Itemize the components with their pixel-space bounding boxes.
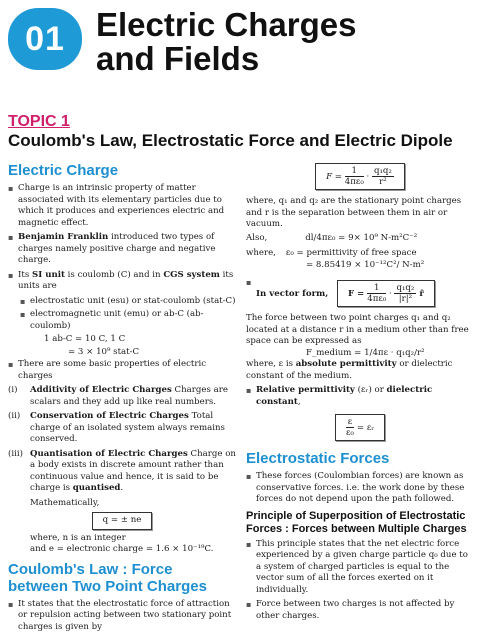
text-where-e: and e = electronic charge = 1.6 × 10⁻¹⁹C. (30, 544, 214, 554)
coulomb-formula-box-wrap (246, 160, 474, 193)
item-conservation (8, 411, 236, 446)
text-additivity: Charges are scalars and they add up like real numbers. (30, 385, 228, 407)
fraction-num: q₁q₂ (373, 166, 392, 176)
equation-q: q = ± ne (92, 512, 153, 530)
relative-permittivity-formula (335, 414, 386, 441)
section-title-electric-charge: Electric Charge (8, 162, 119, 179)
equation-eps0-value: = 8.85419 × 10⁻¹²C²/ N-m² (306, 259, 425, 270)
text-dielectric: or dielectric constant of the medium. (246, 359, 453, 381)
equation-medium: F_medium = 1/4πε · q₁q₂/r² (306, 347, 425, 358)
label-where: where, (246, 248, 276, 258)
text-where-q1q2: where, q₁ and q₂ are the stationary point charges and r is the separation between them in air or vacuum. (246, 196, 462, 229)
subsection-superposition: Principle of Superposition of Electrostatic Forces : Forces between Multiple Charges (246, 509, 467, 535)
bullet-conservative: ▪ These forces (Coulombian forces) are known as conservative forces. i.e. the work done by these forces do not depend upon the path followed. (246, 471, 474, 506)
section-title-electrostatic-forces: Electrostatic Forces (246, 450, 390, 467)
text-units-b: is coulomb (C) and in (64, 269, 164, 280)
text-comma: , (297, 396, 301, 407)
text-epsr: (εᵣ) or (354, 385, 387, 395)
fraction-den: 4πε₀ (367, 294, 387, 304)
bold-quantised: quantised (72, 483, 121, 493)
bullet-charge-definition: ▪ Charge is an intrinsic property of matter associated with its elementary particles due to which it produces and experiences electric and magnetic effect. (8, 183, 236, 229)
text-quantisation: Charge on a body exists in discrete amount rather than continuous value and hence, it is said to be charge is (30, 448, 236, 493)
sub-bullet-esu: ▪ electrostatic unit (esu) or stat-coulomb (stat-C) (8, 296, 236, 308)
row-also (246, 233, 474, 245)
fraction-den: |r|² (398, 294, 413, 304)
item-label: (iii) (8, 448, 23, 459)
bullet-not-affected: ▪ Force between two charges is not affected by other charges. (246, 599, 474, 622)
topic-title: Coulomb's Law, Electrostatic Force and Electric Dipole (8, 131, 453, 150)
text-conservation: Total charge of an isolated system always remains conserved. (30, 411, 225, 444)
left-column (8, 160, 236, 636)
bold-absolute-permittivity: absolute permittivity (295, 359, 397, 369)
equation-statc: = 3 × 10⁹ stat-C (68, 346, 140, 357)
bullet-relative-permittivity (246, 385, 474, 408)
item-quantisation (8, 449, 236, 495)
text-absolute-permittivity (246, 359, 474, 382)
text-medium-force: The force between two point charges q₁ and q₂ located at a distance r in a medium other than free space can be expressed as (246, 313, 469, 346)
section-title-coulombs-law: Coulomb's Law : Force between Two Point Charges (8, 560, 207, 595)
eps-r: = εᵣ (356, 423, 375, 433)
vector-fraction-2 (394, 283, 416, 304)
vector-fraction-1 (367, 283, 386, 304)
fraction-den: r² (379, 177, 387, 187)
text-mathematically: Mathematically, (30, 497, 100, 508)
bold-quantisation: Quantisation of Electric Charges (30, 448, 188, 459)
formula-lhs: F = (326, 172, 345, 182)
fraction-num: 1 (367, 283, 386, 294)
item-label: (i) (8, 385, 18, 395)
bullet-vector-form (246, 277, 474, 310)
unit-vector: r̂ (416, 289, 424, 299)
chapter-title-line2: and Fields (96, 40, 260, 77)
bold-relative-permittivity: Relative permittivity (256, 385, 355, 395)
equation-also: dl/4πε₀ = 9× 10⁹ N-m²C⁻² (305, 232, 418, 243)
chapter-number-badge: 01 (8, 8, 82, 70)
bullet-superposition: ▪ This principle states that the net electric force experienced by a given charge particle q₀ due to a system of charged particles is equal to the vector sum of all the forces exerted on it individually. (246, 539, 474, 597)
fraction-num: 1 (345, 166, 364, 177)
label-also: Also, (246, 232, 268, 243)
fraction-2 (372, 166, 394, 187)
fraction-num: q₁q₂ (396, 283, 415, 293)
equation-eps0: ε₀ = permittivity of free space (285, 248, 417, 258)
text-units-a: Its (18, 269, 32, 280)
vector-formula: F = $\frac{1}{\text{4πε₀}}$ · $\frac{\text{q₁q₂}}{\text{|r|²}}$ r̂ (337, 280, 435, 307)
fraction-den: ε₀ (345, 428, 354, 438)
equation-abc: 1 ab-C = 10 C, 1 C (44, 334, 126, 344)
bold-vector-form: In vector form, (256, 289, 329, 299)
relative-permittivity-box-wrap (246, 411, 474, 444)
item-additivity (8, 385, 236, 408)
bold-additivity: Additivity of Electric Charges (30, 385, 172, 395)
bullet-franklin (8, 232, 236, 267)
topic-label: TOPIC 1 (8, 113, 70, 130)
bold-si-unit: SI unit (32, 269, 65, 280)
vector-lhs: F = (347, 289, 368, 299)
text-period: . (120, 483, 124, 493)
sub-bullet-emu: ▪ electromagnetic unit (emu) or ab-C (ab-coulomb) (8, 309, 236, 332)
eps-fraction (346, 417, 354, 438)
fraction-den: 4πε₀ (344, 177, 364, 187)
text-franklin: introduced two types of charges namely positive charge and negative charge. (18, 232, 216, 265)
bullet-coulomb-statement: ▪ It states that the electrostatic force of attraction or repulsion acting between two stationary point charges is given by (8, 599, 236, 634)
fraction-1 (345, 166, 364, 187)
chapter-title (96, 8, 356, 76)
text-where-n: where, n is an integer (30, 532, 126, 543)
bullet-properties: ▪ There are some basic properties of electric charges (8, 359, 236, 382)
text-units-c: its units are (18, 269, 234, 291)
coulomb-formula: F = $\frac{1}{\text{4πε₀}}$ · $\frac{\text{q₁q₂}}{\text{r²}}$ (315, 163, 405, 190)
bold-conservation: Conservation of Electric Charges (30, 411, 189, 421)
equation-box-q (8, 509, 236, 533)
text-where-eps: where, ε is (246, 359, 296, 369)
bold-franklin: Benjamin Franklin (18, 232, 109, 242)
row-where-eps (246, 248, 474, 260)
bold-dielectric-constant: dielectric constant (256, 385, 433, 407)
right-column (246, 160, 474, 625)
item-label: (ii) (8, 411, 21, 421)
chapter-title-line1: Electric Charges (96, 6, 357, 43)
fraction-num: ε (347, 417, 353, 427)
bold-cgs: CGS system (163, 269, 220, 280)
bullet-units (8, 270, 236, 293)
